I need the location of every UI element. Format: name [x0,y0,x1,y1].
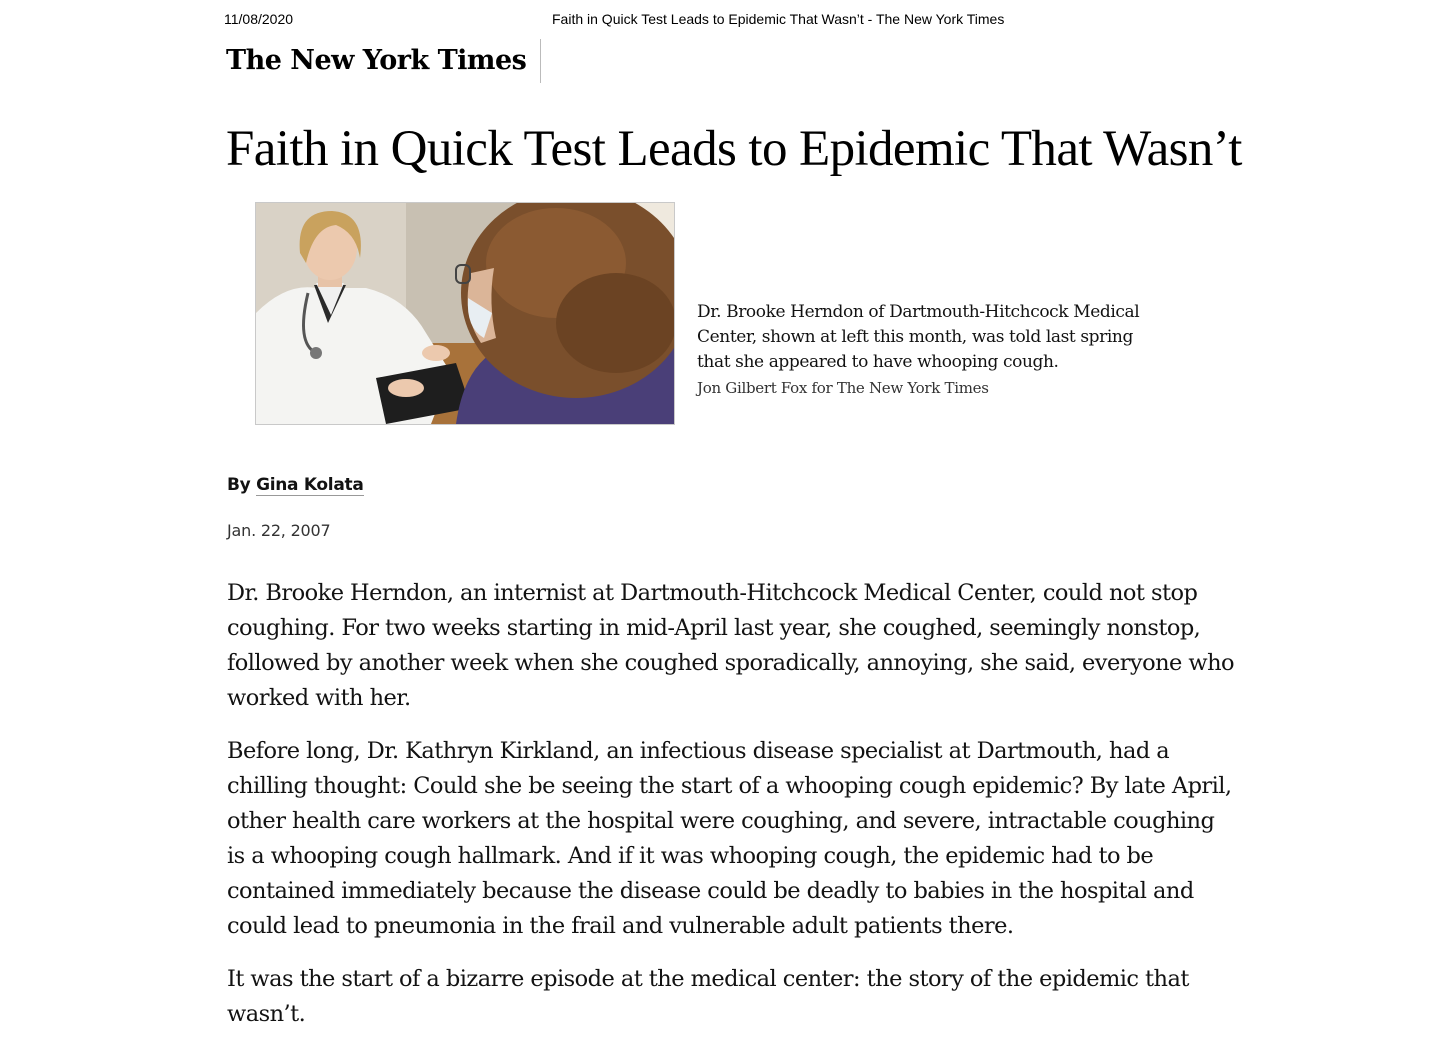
article-body [227,576,1237,1050]
print-header [0,10,1452,30]
article-paragraph: Dr. Brooke Herndon, an internist at Dartmouth-Hitchcock Medical Center, could not stop coughing. For two weeks starting in mid-April last year, she coughed, seemingly nonstop, followed by another week when she coughed sporadically, annoying, she said, everyone who worked with her. [227,580,1235,711]
author-link[interactable]: Gina Kolata [256,475,364,495]
article-photo [255,202,675,425]
nyt-logo[interactable]: The New York Times [226,39,541,83]
article-paragraph: It was the start of a bizarre episode at the medical center: the story of the epidemic that wasn’t. [227,966,1189,1027]
article-headline: Faith in Quick Test Leads to Epidemic That Wasn’t [226,121,1242,177]
publish-date: Jan. 22, 2007 [227,521,331,540]
print-page-title: Faith in Quick Test Leads to Epidemic That Wasn’t - The New York Times [552,11,1005,27]
article-paragraph: Before long, Dr. Kathryn Kirkland, an infectious disease specialist at Dartmouth, had a chilling thought: Could she be seeing the start of a whooping cough epidemic? By late April, other health care workers at the hospital were coughing, and severe, intractable coughing is a whooping cough hallmark. And if it was whooping cough, the epidemic had to be contained immediately because the disease could be deadly to babies in the hospital and could lead to pneumonia in the frail and vulnerable adult patients there. [227,738,1232,939]
masthead [226,38,541,84]
byline [227,473,364,497]
print-date: 11/08/2020 [224,11,294,27]
photo-caption [697,300,1147,401]
photo-credit: Jon Gilbert Fox for The New York Times [697,379,989,397]
doctor-patient-photo [256,203,674,424]
byline-prefix: By [227,475,257,495]
caption-text: Dr. Brooke Herndon of Dartmouth-Hitchcock Medical Center, shown at left this month, was told last spring that she appeared to have whooping cough. [697,302,1140,372]
